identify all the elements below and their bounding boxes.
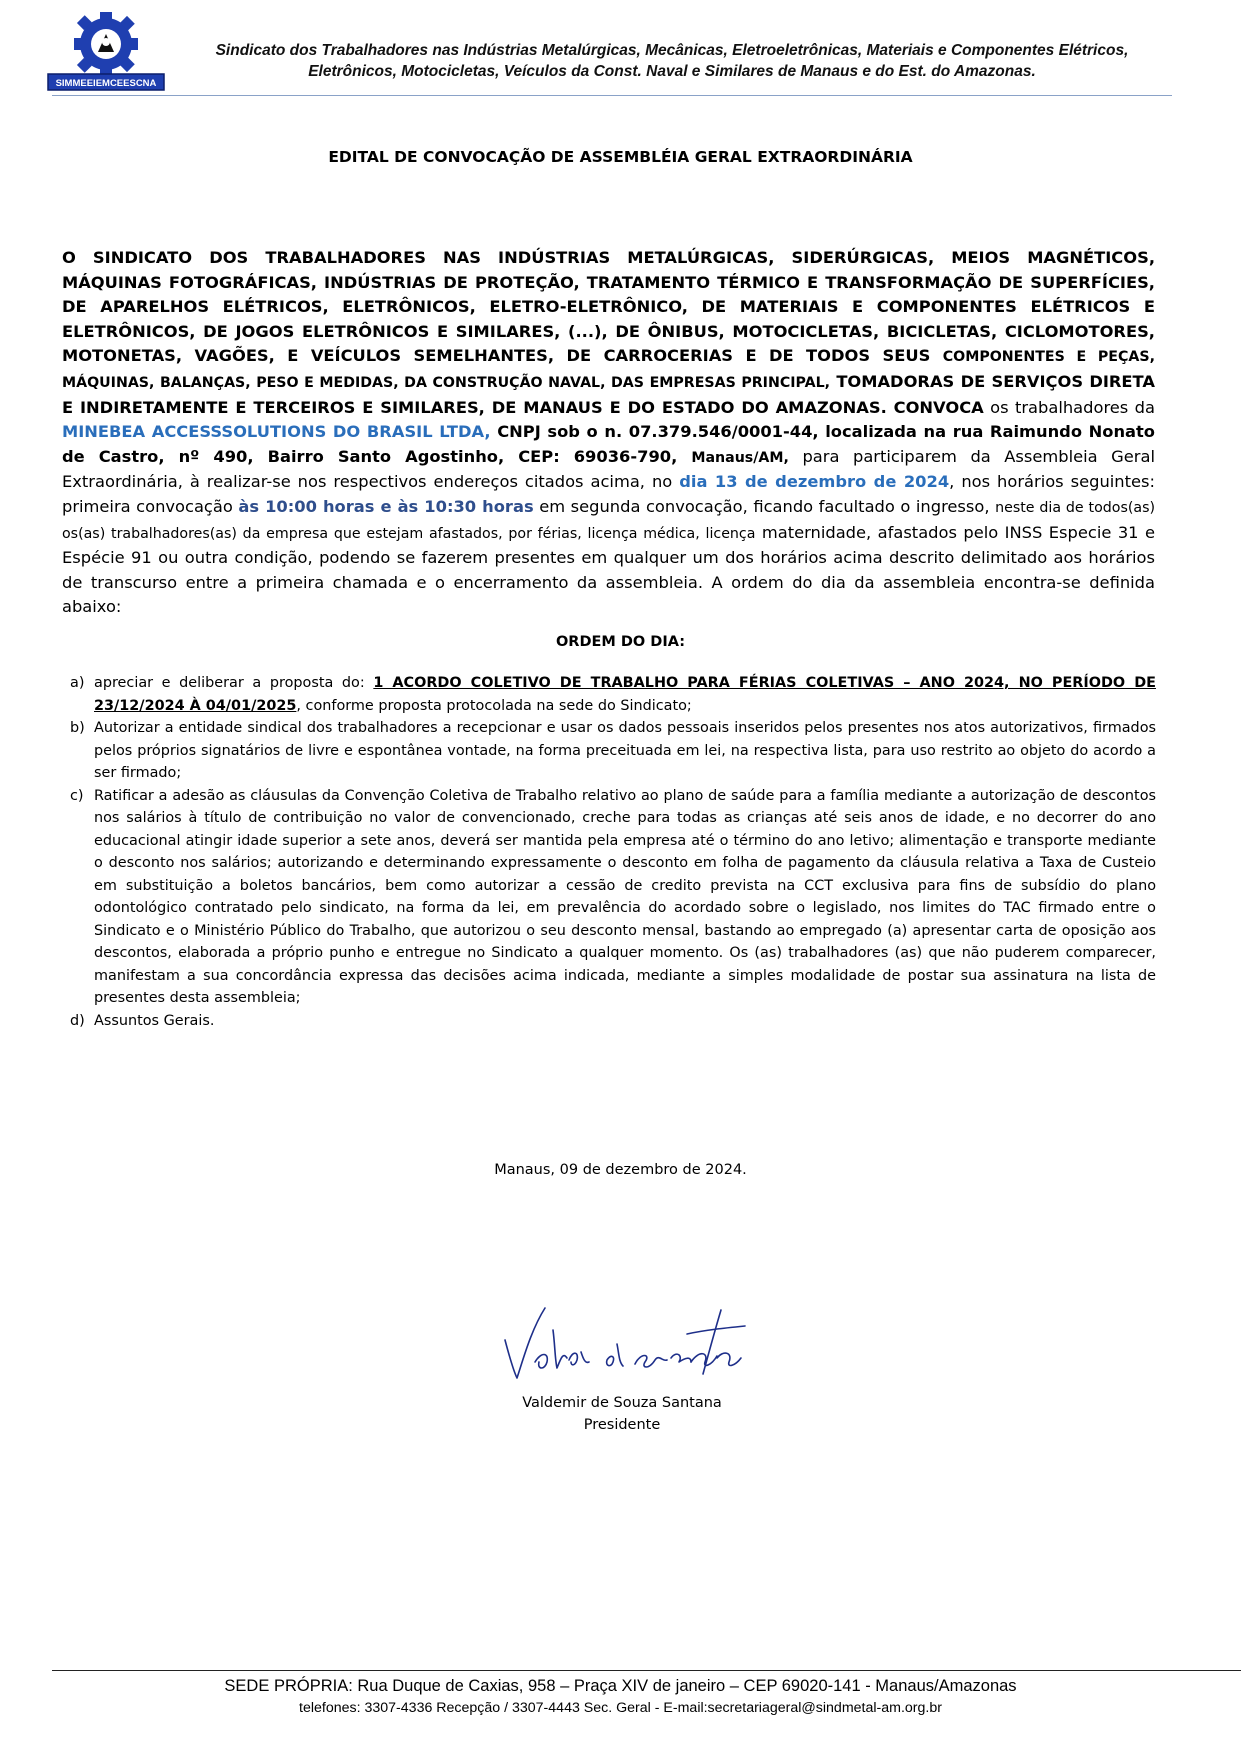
agenda-item-letter: d) — [70, 1012, 85, 1029]
header-divider — [52, 95, 1172, 96]
company-name: MINEBEA ACCESSSOLUTIONS DO BRASIL LTDA, — [62, 422, 491, 442]
agenda-item-b — [70, 717, 1156, 785]
convocation-paragraph — [62, 246, 1155, 620]
footer-contacts: telefones: 3307-4336 Recepção / 3307-4443 Sec. Geral - E-mail:secretariageral@sindmetal-am.org.br — [299, 1700, 942, 1716]
assembly-date: dia 13 de dezembro de 2024 — [679, 472, 950, 492]
body-text-8: , nos horários seguintes: primeira convocação — [62, 472, 1155, 516]
agenda-list — [70, 672, 1156, 1032]
agenda-title: ORDEM DO DIA: — [555, 634, 686, 650]
header-line-1: Sindicato dos Trabalhadores nas Indústrias Metalúrgicas, Mecânicas, Eletroeletrônicas, Materiais e Componentes Elétricos, — [215, 42, 1129, 59]
assembly-times: às 10:00 horas e às 10:30 horas — [238, 496, 534, 516]
header-line-2: Eletrônicos, Motocicletas, Veículos da Const. Naval e Similares de Manaus e do Est. do Amazonas. — [308, 63, 1036, 80]
body-text-5: CNPJ sob o n. 07.379.546/0001-44, localizada na rua Raimundo Nonato de Castro, nº 490, Bairro Santo Agostinho, CEP: 69036-790, — [62, 422, 1155, 466]
handwritten-signature — [495, 1300, 755, 1390]
agenda-item-d — [70, 1010, 1156, 1033]
agenda-item-a-proposal: 1 ACORDO COLETIVO DE TRABALHO PARA FÉRIAS COLETIVAS – ANO 2024, NO PERÍODO DE 23/12/2024 À 04/01/2025 — [94, 675, 1156, 714]
body-text-6: Manaus/AM, — [691, 449, 789, 466]
agenda-item-letter: c) — [70, 787, 84, 804]
body-text-2: COMPONENTES E PEÇAS, MÁQUINAS, BALANÇAS, PESO E MEDIDAS, DA CONSTRUÇÃO NAVAL, DAS EMPRESAS PRINCIPAL, — [62, 349, 1155, 391]
body-text-3: TOMADORAS DE SERVIÇOS DIRETA E INDIRETAMENTE E TERCEIROS E SIMILARES, DE MANAUS E DO ESTADO DO AMAZONAS. CONVOCA — [62, 371, 1155, 417]
body-text-7: para participarem da Assembleia Geral Extraordinária, à realizar-se nos respectivos endereços citados acima, no — [62, 446, 1156, 492]
footer-address: SEDE PRÓPRIA: Rua Duque de Caxias, 958 – Praça XIV de janeiro – CEP 69020-141 - Manaus/Amazonas — [224, 1677, 1017, 1695]
body-text-11: maternidade, afastados pelo INSS Especie 31 e Espécie 91 ou outra condição, podendo se fazerem presentes em qualquer um dos horários acima descrito delimitado aos horários de transcurso entre a primeira chamada e o encerramento da assembleia. A ordem do dia da assembleia encontra-se definida abaixo: — [62, 522, 1155, 617]
agenda-item-a-post: , conforme proposta protocolada na sede do Sindicato; — [296, 697, 692, 714]
agenda-item-d-text: Assuntos Gerais. — [94, 1012, 215, 1029]
union-header — [172, 40, 1172, 82]
agenda-item-b-text: Autorizar a entidade sindical dos trabalhadores a recepcionar e usar os dados pessoais inseridos pelos presentes nos atos autorizativos, firmados pelos próprios signatários de livre e espontânea vontade, na forma preceituada em lei, na respectiva lista, para uso restrito ao objeto do acordo a ser firmado; — [94, 720, 1156, 781]
gear-icon — [74, 12, 138, 76]
document-title: EDITAL DE CONVOCAÇÃO DE ASSEMBLÉIA GERAL EXTRAORDINÁRIA — [328, 148, 913, 166]
agenda-item-letter: b) — [70, 720, 85, 736]
body-text-9: em segunda convocação, ficando facultado o ingresso, — [533, 496, 996, 516]
body-text-4: os trabalhadores da — [983, 397, 1155, 417]
union-gear-logo — [46, 10, 166, 96]
body-text-1: O SINDICATO DOS TRABALHADORES NAS INDÚSTRIAS METALÚRGICAS, SIDERÚRGICAS, MEIOS MAGNÉTICOS, MÁQUINAS FOTOGRÁFICAS, INDÚSTRIAS DE PROTEÇÃO, TRATAMENTO TÉRMICO E TRANSFORMAÇÃO DE SUPERFÍCIES, DE APARELHOS ELÉTRICOS, ELETRÔNICOS, ELETRO-ELETRÔNICO, DE MATERIAIS E COMPONENTES ELÉTRICOS E ELETRÔNICOS, DE JOGOS ELETRÔNICOS E SIMILARES, (...), DE ÔNIBUS, MOTOCICLETAS, BICICLETAS, CICLOMOTORES, MOTONETAS, VAGÕES, E VEÍCULOS SEMELHANTES, DE CARROCERIAS E DE TODOS SEUS — [62, 248, 1155, 366]
date-line: Manaus, 09 de dezembro de 2024. — [494, 1162, 747, 1178]
logo-banner-text: SIMMEEIEMCEESCNA — [55, 78, 157, 89]
agenda-item-c — [70, 785, 1156, 1010]
agenda-item-a — [70, 672, 1156, 717]
footer-divider — [52, 1670, 1241, 1671]
agenda-item-a-pre: apreciar e deliberar a proposta do: — [94, 675, 374, 691]
agenda-item-c-text: Ratificar a adesão as cláusulas da Convenção Coletiva de Trabalho relativo ao plano de saúde para a família mediante a autorização de descontos nos salários à título de contribuição no valor de convencionado, creche para todas as crianças até seis anos de idade, e no decorrer do ano educacional atingir idade superior a sete anos, deverá ser mantida pela empresa até o término do ano letivo; alimentação e transporte mediante o desconto nos salários; autorizando e determinando expressamente o desconto em folha de pagamento da cláusula relativa a Taxa de Custeio em substituição a boletos bancários, bem como autorizar a cessão de credito prevista na CCT exclusiva para fins de subsídio do plano odontológico contratado pelo sindicato, na forma da lei, em prevalência do acordado sobre o legislado, nos limites do TAC firmado entre o Sindicato e o Ministério Público do Trabalho, que autorizou o seu desconto mensal, bastando ao empregado (a) apresentar carta de oposição aos descontos, elaborada a próprio punho e entregue no Sindicato a qualquer momento. Os (as) trabalhadores (as) que não puderem comparecer, manifestam a sua concordância expressa das decisões acima indicada, mediante a simples modalidade de postar sua assinatura na lista de presentes desta assembleia; — [94, 787, 1156, 1006]
body-text-10: neste dia de todos(as) os(as) trabalhadores(as) da empresa que estejam afastados, por férias, licença médica, licença — [62, 499, 1156, 542]
signer-block — [512, 1392, 732, 1436]
signer-name: Valdemir de Souza Santana — [522, 1395, 722, 1411]
agenda-item-letter: a) — [70, 675, 85, 691]
signer-role: Presidente — [583, 1417, 661, 1433]
